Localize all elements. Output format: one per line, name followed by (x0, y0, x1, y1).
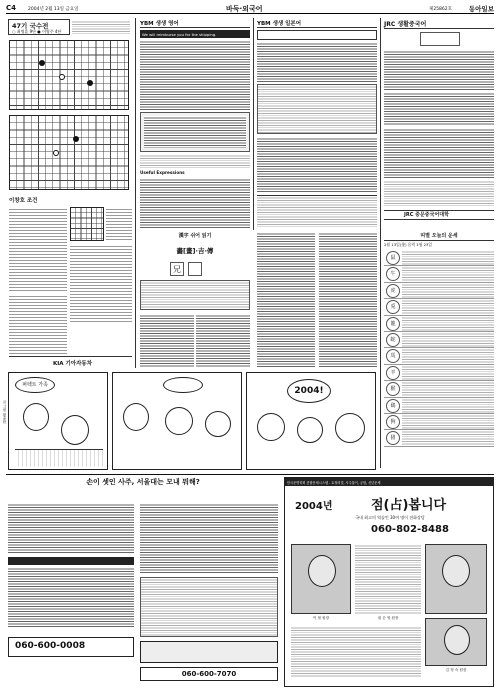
english-useful-list (140, 178, 250, 228)
chinese-footer (384, 210, 494, 220)
cartoon-panel-1 (8, 372, 108, 470)
baduk-players: ○ 최명훈 9단 ● 이영주 4단 (12, 29, 62, 34)
cartoon-panel-3 (246, 372, 376, 470)
fortune-list (384, 250, 494, 450)
fortune-row (384, 365, 494, 381)
page-header (6, 4, 494, 14)
ad-left-phone-box (8, 637, 134, 657)
baduk-column-title: 이창호 조건 (9, 198, 38, 204)
zodiac-icon: 龍 (386, 317, 400, 331)
zodiac-icon: 猴 (386, 382, 400, 396)
section-divider (6, 474, 494, 475)
english-logo (140, 19, 250, 28)
japanese-logo (257, 19, 377, 28)
fortune-row (384, 316, 494, 332)
hanja-quiz-box (140, 280, 250, 310)
fortune-row (384, 348, 494, 364)
zodiac-icon: 鼠 (386, 251, 400, 265)
fortune-text (402, 398, 494, 413)
cartoon-year-balloon: 2004! (287, 379, 331, 403)
ad-left (8, 477, 278, 687)
ad-right-phone: 060-802-8488 (371, 524, 449, 535)
fortune-text (402, 332, 494, 347)
fortune-date: 2월 13일(金) 음력 1월 23일 (384, 242, 433, 247)
ad-left-copy (8, 503, 134, 553)
fortune-row (384, 381, 494, 397)
baduk-title-block (8, 19, 70, 35)
issue-number: 제25862호 (428, 7, 452, 12)
page-date: 2004년 2월 13일 금요일 (28, 7, 79, 12)
japanese-footer (257, 195, 377, 228)
chinese-lesson-2 (384, 128, 494, 178)
chinese-logo (384, 19, 494, 29)
ad-left-box2 (140, 577, 278, 637)
cartoon-speech-bubble (163, 377, 203, 393)
cartoon-author: 글·그림 황중환 (3, 400, 7, 424)
ad-left-headline: 손이 셋인 사주, 서울대는 모내 뭐해? (86, 478, 200, 486)
ad-right-photo-1 (291, 544, 351, 614)
hanja-heading (140, 232, 250, 242)
baduk-column-text-4 (9, 294, 67, 354)
character-face (23, 403, 49, 431)
zodiac-icon: 兎 (386, 300, 400, 314)
baduk-title: 47기 국수전 (12, 22, 49, 30)
chinese-dialog (384, 50, 494, 90)
baduk-column-text-3 (70, 244, 132, 324)
fortune-text (402, 250, 494, 265)
zodiac-icon: 鷄 (386, 399, 400, 413)
zodiac-icon: 蛇 (386, 333, 400, 347)
article-col-2 (319, 232, 377, 368)
character-face (257, 413, 285, 441)
ad-right-topbar: 한국운명학회 종합운세시스템 - 토정비결, 사주풀이, 궁합, 신년운세 (285, 478, 493, 486)
ad-right-headline: 점(占)봅니다 (371, 498, 447, 513)
english-banner (140, 30, 250, 38)
english-banner-text: We will reimburse you for the shipping. (142, 31, 217, 37)
chinese-vocab (384, 180, 494, 206)
fortune-text (402, 283, 494, 298)
zodiac-icon: 猪 (386, 431, 400, 445)
fortune-text (402, 299, 494, 314)
fortune-row (384, 266, 494, 282)
baduk-column-text-2 (106, 207, 132, 241)
article-col-1 (257, 232, 315, 368)
ad-right-text-1 (355, 544, 421, 614)
ad-right-photo-2 (425, 544, 487, 614)
fortune-text (402, 414, 494, 429)
ad-left-phone: 060-600-0008 (15, 641, 86, 651)
chinese-logo-text: JRC 생활중국어 (384, 21, 427, 28)
ad-right-name-3: 김 정 숙 원장 (445, 668, 467, 672)
character-face (61, 415, 89, 445)
japanese-logo-text: YBM 생생 일본어 (257, 21, 302, 27)
cartoon-title-bubble: 퍼펙트 가족 (15, 377, 55, 393)
fortune-text (402, 316, 494, 331)
ad-right (284, 477, 494, 687)
section-title: 바둑·외국어 (226, 5, 263, 13)
ad-right-name-2: 권 순 영 원장 (377, 616, 399, 620)
column-divider-3 (380, 18, 381, 468)
chinese-lesson-1 (384, 92, 494, 126)
english-dialog (140, 40, 250, 110)
fortune-row (384, 299, 494, 315)
cartoon-strip (8, 372, 378, 472)
fortune-text (402, 381, 494, 396)
baduk-sponsor (9, 356, 132, 366)
column-divider-2 (253, 18, 254, 230)
english-useful-heading: Useful Expressions (140, 170, 185, 175)
ad-left-banner (140, 641, 278, 663)
zodiac-icon: 馬 (386, 349, 400, 363)
baduk-column-heading (9, 196, 129, 206)
ad-right-text-2 (291, 626, 421, 678)
zodiac-icon: 狗 (386, 415, 400, 429)
ad-left-title-bar (8, 557, 134, 565)
fortune-text (402, 365, 494, 380)
ad-left-col2 (140, 503, 278, 573)
cartoon-table (15, 449, 103, 467)
baduk-column-text-1 (9, 207, 67, 291)
hanja-chars: 畵[畫]·吉·傳 (176, 247, 214, 255)
ad-left-phone2-box (140, 667, 278, 681)
ad-right-sub: 국내 최고의 역술인 30여 명이 전화상담 (355, 515, 425, 520)
ad-left-list (8, 567, 134, 627)
fortune-text (402, 266, 494, 281)
english-logo-text: YBM 생생 영어 (140, 21, 179, 27)
zodiac-icon: 羊 (386, 366, 400, 380)
hanja-text-2 (196, 314, 250, 368)
fortune-row (384, 430, 494, 446)
ad-right-head (295, 492, 485, 512)
fortune-title: 띠별 오늘의 운세 (420, 233, 458, 239)
ad-right-year: 2004년 (295, 501, 333, 512)
japanese-notes (257, 137, 377, 192)
character-face (335, 413, 365, 443)
baduk-stones (9, 40, 129, 190)
fortune-row (384, 283, 494, 299)
japanese-headline (257, 30, 377, 40)
character-face (123, 403, 149, 431)
english-note (140, 154, 250, 168)
japanese-box (257, 84, 377, 134)
character-face (165, 407, 193, 435)
fortune-row (384, 398, 494, 414)
zodiac-icon: 牛 (386, 267, 400, 281)
fortune-row (384, 250, 494, 266)
hanja-text-1 (140, 314, 194, 368)
paper-name: 동아일보 (468, 5, 494, 13)
hanja-char-box-1: 兄 (170, 262, 184, 276)
japanese-dialog (257, 42, 377, 82)
hanja-title: 漢字 쉬어 읽기 (178, 233, 212, 239)
ad-right-name-1: 이 철 원장 (312, 616, 330, 620)
baduk-info (72, 20, 130, 34)
column-divider-1 (135, 18, 136, 368)
fortune-text (402, 430, 494, 445)
chinese-title-box (420, 32, 460, 46)
zodiac-icon: 虎 (386, 284, 400, 298)
fortune-row (384, 332, 494, 348)
chinese-footer-text: JRC 중문중국어대학 (404, 212, 449, 218)
english-key-box (140, 112, 250, 152)
character-face (297, 417, 323, 443)
fortune-text (402, 348, 494, 363)
hanja-char-box-2 (188, 262, 202, 276)
ad-left-phone2: 060-600-7070 (181, 670, 237, 678)
fortune-heading (384, 232, 494, 241)
ad-right-photo-3 (425, 618, 487, 666)
fortune-row (384, 414, 494, 430)
character-face (205, 411, 231, 437)
baduk-diagram-small (70, 207, 104, 241)
kia-logo: KIA 기아자동차 (53, 361, 93, 367)
page-number: C4 (6, 4, 17, 12)
cartoon-panel-2 (112, 372, 242, 470)
